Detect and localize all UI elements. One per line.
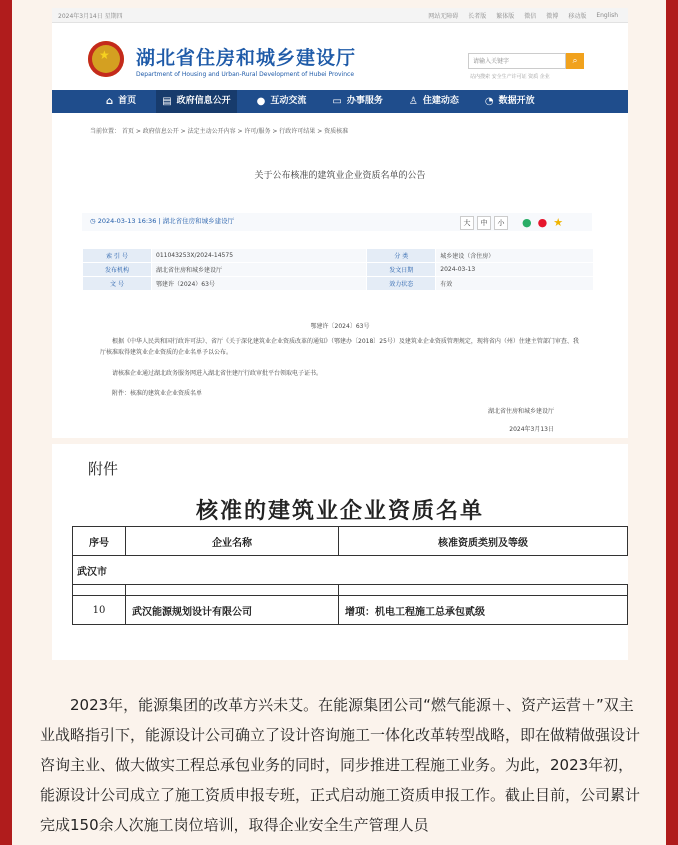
- site-subtitle: Department of Housing and Urban-Rural Development of Hubei Province: [136, 71, 355, 78]
- table-row: [83, 263, 594, 277]
- favorite-star-icon[interactable]: ★: [553, 216, 564, 229]
- nav-label: 住建动态: [422, 96, 459, 106]
- article-source: 湖北省住房和城乡建设厅: [162, 217, 235, 225]
- topbar-link[interactable]: 微信: [524, 12, 537, 20]
- nav-home[interactable]: [100, 90, 142, 113]
- left-red-border: [0, 0, 12, 845]
- topbar-date: 2024年3月14日 星期四: [58, 12, 123, 20]
- site-topbar: [52, 8, 628, 23]
- company-name: 武汉能源规划设计有限公司: [126, 596, 339, 625]
- info-value: 011043253X/2024-14575: [152, 249, 367, 263]
- search-icon: ⌕: [572, 56, 578, 66]
- attachment-title: 核准的建筑业企业资质名单: [195, 498, 484, 524]
- share-buttons: [522, 216, 569, 229]
- nav-news[interactable]: [403, 90, 465, 113]
- topbar-link[interactable]: 移动版: [568, 12, 587, 20]
- info-key: 效力状态: [367, 277, 436, 291]
- nav-label: 办事服务: [346, 96, 383, 106]
- row-number: 10: [73, 596, 126, 625]
- nav-gov-info[interactable]: [156, 90, 236, 113]
- nav-label: 数据开放: [498, 96, 535, 106]
- site-title[interactable]: 湖北省住房和城乡建设厅: [136, 47, 357, 69]
- table-row: [83, 249, 594, 263]
- font-large-button[interactable]: 大: [460, 216, 474, 230]
- font-small-button[interactable]: 小: [494, 216, 508, 230]
- weibo-icon[interactable]: ●: [537, 216, 548, 229]
- font-medium-button[interactable]: 中: [477, 216, 491, 230]
- info-key: 发布机构: [83, 263, 152, 277]
- article-body-text: 2023年，能源集团的改革方兴未艾。在能源集团公司“燃气能源＋、资产运营＋”双主业战略指引下，能源设计公司确立了设计咨询施工一体化改革转型战略，即在做精做强设计咨询主业、做大做实工程总承包业务的同时，同步推进工程施工业务。为此，2023年初，能源设计公司成立了施工资质申报专班，正式启动施工资质申报工作。截止目前，公司累计完成150余人次施工岗位培训，取得企业安全生产管理人员: [40, 696, 641, 834]
- monitor-icon: ▭: [332, 96, 342, 107]
- right-red-border: [666, 0, 678, 845]
- website-screenshot: [52, 8, 628, 438]
- info-key: 索 引 号: [83, 249, 152, 263]
- article-title: 关于公布核准的建筑业企业资质名单的公告: [254, 171, 426, 181]
- nav-open-data[interactable]: [479, 90, 541, 113]
- article-meta: ◷ 2024-03-13 16:36 | 湖北省住房和城乡建设厅: [90, 217, 235, 225]
- font-size-controls: [460, 216, 511, 230]
- document-icon: ▤: [162, 96, 172, 107]
- wechat-icon[interactable]: ●: [522, 216, 532, 229]
- topbar-link[interactable]: 繁体版: [496, 12, 515, 20]
- article-paragraph: 请核准企业通过湖北政务服务网进入湖北省住建厅行政审批平台领取电子证书。: [112, 370, 323, 377]
- nav-label: 政府信息公开: [176, 96, 231, 106]
- info-value: 鄂建许（2024）63号: [152, 277, 367, 291]
- qualification-table: [72, 526, 628, 625]
- topbar-link[interactable]: 微博: [546, 12, 559, 20]
- nav-label: 首页: [118, 96, 137, 106]
- info-value: 有效: [436, 277, 594, 291]
- article-date: 2024-03-13 16:36: [97, 217, 157, 225]
- city-row: [73, 556, 628, 585]
- table-row: [73, 596, 628, 625]
- person-icon: ♙: [408, 96, 418, 107]
- document-number: 鄂建许〔2024〕63号: [310, 323, 370, 330]
- star-icon: ★: [99, 48, 110, 62]
- search-button[interactable]: [566, 53, 584, 69]
- nav-services[interactable]: [326, 90, 388, 113]
- attachment-link[interactable]: 附件：核准的建筑业企业资质名单: [112, 390, 203, 397]
- info-key: 发文日期: [367, 263, 436, 277]
- nav-label: 互动交流: [270, 96, 307, 106]
- column-header: 企业名称: [126, 527, 339, 556]
- search-input[interactable]: 请输入关键字: [468, 53, 566, 69]
- info-key: 分 类: [367, 249, 436, 263]
- breadcrumb[interactable]: 当前位置： 首页 > 政府信息公开 > 法定主动公开内容 > 许可/服务 > 行政许可结果 > 资质核准: [90, 128, 349, 135]
- attachment-label: 附件: [88, 460, 119, 478]
- qualification-grade: 增项：机电工程施工总承包贰级: [339, 596, 628, 625]
- topbar-link[interactable]: 长者版: [468, 12, 487, 20]
- topbar-link[interactable]: 网站无障碍: [428, 12, 459, 20]
- table-row: [73, 585, 628, 596]
- nav-interaction[interactable]: [251, 90, 313, 113]
- chat-icon: ●: [256, 96, 266, 107]
- article-info-table: [82, 248, 594, 291]
- table-row: [83, 277, 594, 291]
- city-name: 武汉市: [73, 556, 628, 585]
- info-value: 城乡建设（含住房）: [436, 249, 594, 263]
- article-paragraph: 根据《中华人民共和国行政许可法》、省厅《关于深化建筑业企业资质改革的通知》（鄂建办〔2018〕25号）及建筑业企业资质管理规定，现将省内（州）住建主管部门审查、我厅核准取得建筑业企业资质的企业名单予以公布。: [100, 338, 579, 356]
- column-header: 核准资质类别及等级: [339, 527, 628, 556]
- pie-icon: ◔: [484, 96, 494, 107]
- main-nav: [52, 90, 628, 113]
- search-hot-links[interactable]: 站内搜索 安全生产许可证 资质 企业: [470, 74, 550, 80]
- info-key: 文 号: [83, 277, 152, 291]
- clock-icon: ◷: [90, 217, 96, 225]
- signature-org: 湖北省住房和城乡建设厅: [487, 408, 554, 415]
- table-header-row: [73, 527, 628, 556]
- info-value: 2024-03-13: [436, 263, 594, 277]
- signature-date: 2024年3月13日: [509, 426, 554, 433]
- topbar-link[interactable]: English: [596, 11, 618, 19]
- info-value: 湖北省住房和城乡建设厅: [152, 263, 367, 277]
- column-header: 序号: [73, 527, 126, 556]
- attachment-screenshot: [52, 444, 628, 660]
- home-icon: ⌂: [106, 96, 114, 107]
